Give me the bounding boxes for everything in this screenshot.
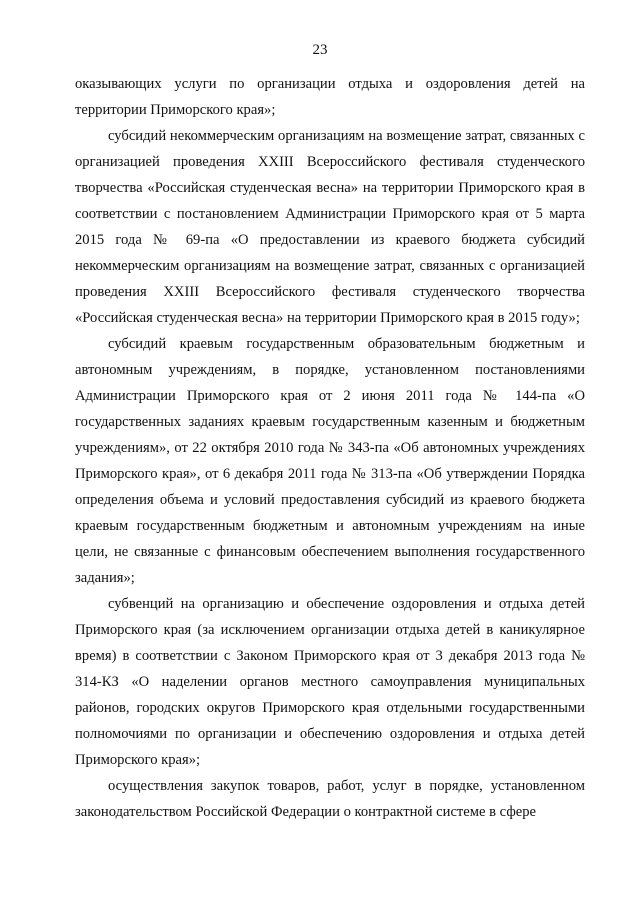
page-number: 23 bbox=[312, 42, 328, 58]
paragraph-3: субсидий краевым государственным образовательным бюджетным и автономным учреждениям, в порядке, установленном постановлениями Администрации Приморского края от 2 июня 2011 года № 144-па «О государственных заданиях краевым государственным казенным и бюджетным учреждениям», от 22 октября 2010 года № 343-па «Об автономных учреждениях Приморского края», от 6 декабря 2011 года № 313-па «Об утверждении Порядка определения объема и условий предоставления субсидий из краевого бюджета краевым государственным бюджетным и автономным учреждениям на иные цели, не связанные с финансовым обеспечением выполнения государственного задания»; bbox=[75, 336, 585, 586]
paragraph-2: субсидий некоммерческим организациям на возмещение затрат, связанных с организацией проведения XXIII Всероссийского фестиваля студенческого творчества «Российская студенческая весна» на территории Приморского края в соответствии с постановлением Администрации Приморского края от 5 марта 2015 года № 69-па «О предоставлении из краевого бюджета субсидий некоммерческим организациям на возмещение затрат, связанных с организацией проведения XXIII Всероссийского фестиваля студенческого творчества «Российская студенческая весна» на территории Приморского края в 2015 году»; bbox=[75, 128, 585, 326]
paragraph-1: оказывающих услуги по организации отдыха и оздоровления детей на территории Приморского края»; bbox=[75, 76, 585, 118]
paragraph-5: осуществления закупок товаров, работ, услуг в порядке, установленном законодательством Российской Федерации о контрактной системе в сфере bbox=[75, 778, 585, 820]
document-body bbox=[75, 71, 585, 825]
paragraph-4: субвенций на организацию и обеспечение оздоровления и отдыха детей Приморского края (за исключением организации отдыха детей в каникулярное время) в соответствии с Законом Приморского края от 3 декабря 2013 года № 314-КЗ «О наделении органов местного самоуправления муниципальных районов, городских округов Приморского края отдельными государственными полномочиями по организации и обеспечению оздоровления и отдыха детей Приморского края»; bbox=[75, 596, 585, 768]
